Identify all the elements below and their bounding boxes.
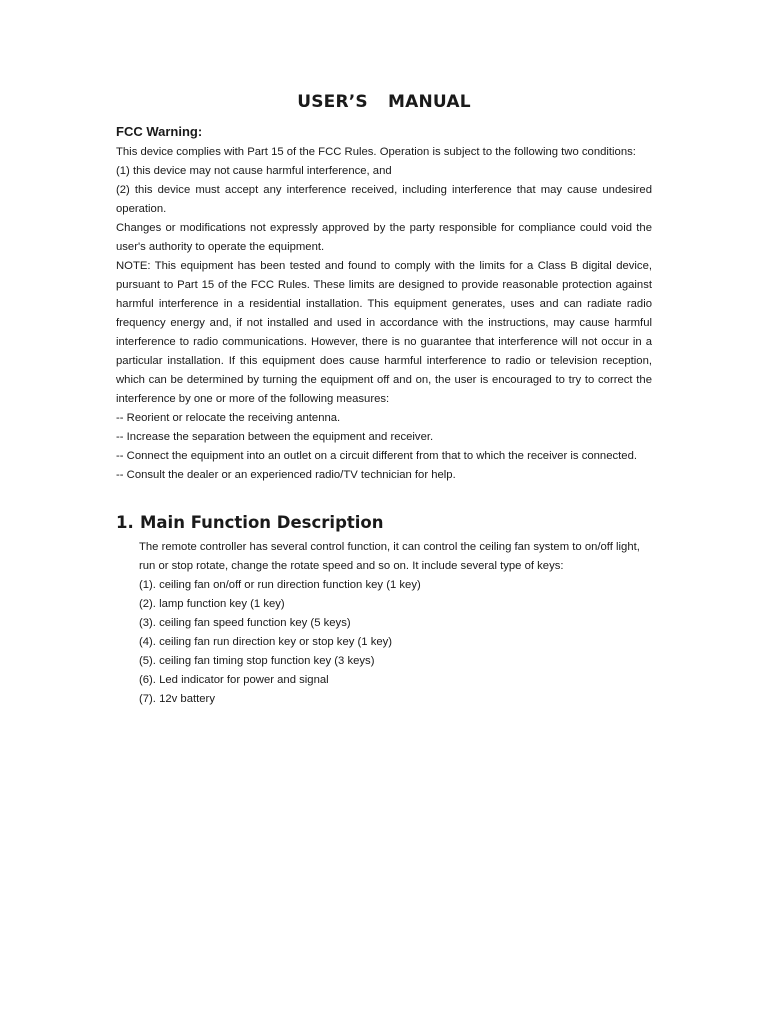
key-list-item: (7). 12v battery xyxy=(139,693,215,705)
key-list-item: (1). ceiling fan on/off or run direction function key (1 key) xyxy=(139,579,421,591)
fcc-measure-reorient: -- Reorient or relocate the receiving antenna. xyxy=(116,412,341,424)
fcc-measure-consult: -- Consult the dealer or an experienced radio/TV technician for help. xyxy=(116,469,456,481)
key-list-item: (6). Led indicator for power and signal xyxy=(139,674,329,686)
key-list-item: (2). lamp function key (1 key) xyxy=(139,598,285,610)
section-1-title: Main Function Description xyxy=(140,513,384,532)
fcc-measure-separation: -- Increase the separation between the equipment and receiver. xyxy=(116,431,434,443)
manual-page xyxy=(116,92,652,709)
fcc-condition-1: (1) this device may not cause harmful interference, and xyxy=(116,165,392,177)
section-1-intro: The remote controller has several control function, it can control the ceiling fan system to on/off light, run or stop rotate, change the rotate speed and so on. It include several type of keys: xyxy=(139,541,640,572)
section-1-body xyxy=(116,538,652,709)
fcc-note-paragraph: NOTE: This equipment has been tested and found to comply with the limits for a Class B digital device, pursuant to Part 15 of the FCC Rules. These limits are designed to provide reasonable protection against harmful interference in a residential installation. This equipment generates, uses and can radiate radio frequency energy and, if not installed and used in accordance with the instructions, may cause harmful interference to radio communications. However, there is no guarantee that interference will not occur in a particular installation. If this equipment does cause harmful interference to radio or television reception, which can be determined by turning the equipment off and on, the user is encouraged to try to correct the interference by one or more of the following measures: xyxy=(116,260,652,405)
section-1-number: 1. xyxy=(116,513,134,532)
fcc-modifications-paragraph: Changes or modifications not expressly approved by the party responsible for compliance could void the user's authority to operate the equipment. xyxy=(116,222,652,253)
fcc-compliance-paragraph: This device complies with Part 15 of the FCC Rules. Operation is subject to the following two conditions: xyxy=(116,146,636,158)
section-1-heading xyxy=(116,513,652,532)
fcc-condition-2: (2) this device must accept any interference received, including interference that may cause undesired operation. xyxy=(116,184,652,215)
document-title: USER’S MANUAL xyxy=(297,92,471,112)
fcc-measure-outlet: -- Connect the equipment into an outlet on a circuit different from that to which the receiver is connected. xyxy=(116,450,637,462)
fcc-warning-heading: FCC Warning: xyxy=(116,124,203,139)
key-list-item: (3). ceiling fan speed function key (5 keys) xyxy=(139,617,351,629)
key-list-item: (5). ceiling fan timing stop function key (3 keys) xyxy=(139,655,375,667)
key-list-item: (4). ceiling fan run direction key or stop key (1 key) xyxy=(139,636,393,648)
